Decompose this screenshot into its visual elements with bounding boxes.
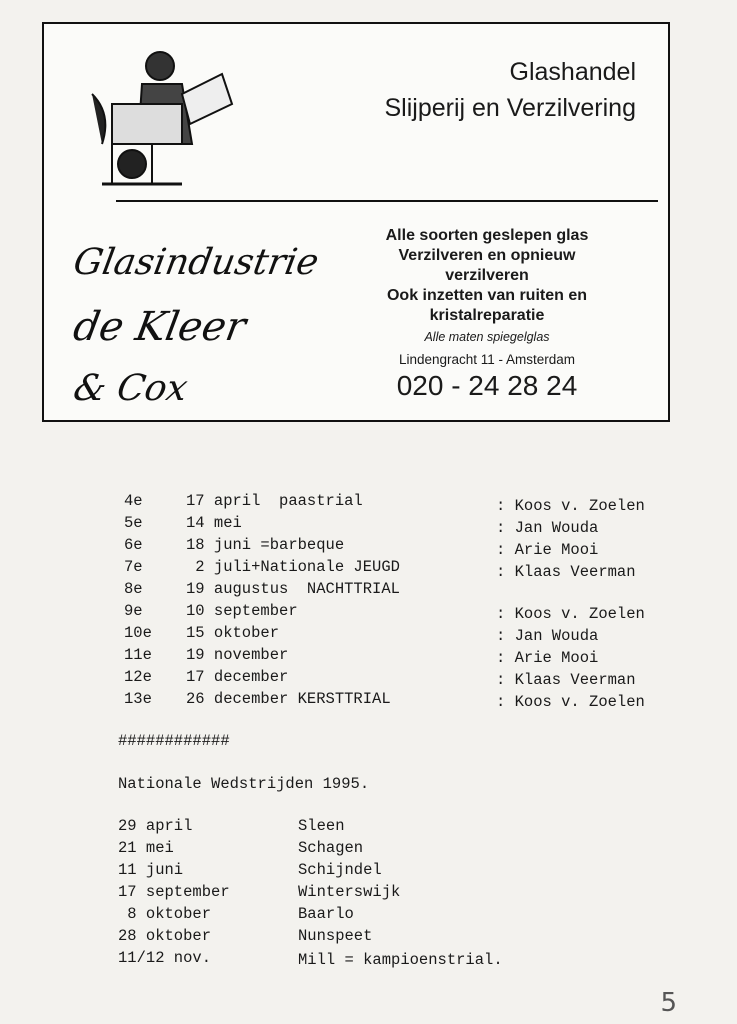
logo-line-2: de Kleer — [69, 304, 250, 350]
schedule-date: 14 mei — [186, 514, 242, 532]
address: Lindengracht 11 - Amsterdam — [398, 352, 576, 367]
service-line: verzilveren — [445, 267, 529, 284]
national-date: 17 september — [118, 883, 230, 901]
logo-line-3: & Cox — [70, 368, 191, 409]
schedule-num: 8e — [124, 580, 143, 598]
national-date: 11/12 nov. — [118, 949, 212, 967]
national-place: Baarlo — [298, 905, 354, 923]
schedule-date: 19 augustus NACHTTRIAL — [186, 580, 400, 598]
schedule-host: : Koos v. Zoelen — [496, 605, 645, 623]
schedule-date: 10 september — [186, 602, 298, 620]
national-place: Winterswijk — [298, 883, 401, 901]
schedule-num: 4e — [124, 492, 143, 510]
service-line: Alle soorten geslepen glas — [385, 227, 589, 244]
schedule-num: 11e — [124, 646, 152, 664]
schedule-num: 6e — [124, 536, 143, 554]
separator: ############ — [118, 732, 230, 750]
schedule-num: 10e — [124, 624, 152, 642]
schedule-host: : Koos v. Zoelen — [496, 497, 645, 515]
page-number: 5 — [660, 988, 677, 1018]
national-place: Schijndel — [298, 861, 382, 879]
schedule-host: : Arie Mooi — [496, 649, 599, 667]
schedule-host: : Jan Wouda — [496, 519, 599, 537]
glass-worker-illustration — [72, 34, 242, 194]
national-date: 29 april — [118, 817, 193, 835]
national-title: Nationale Wedstrijden 1995. — [118, 775, 370, 793]
schedule-num: 5e — [124, 514, 143, 532]
schedule-date: 18 juni =barbeque — [186, 536, 345, 554]
schedule-date: 17 december — [186, 668, 289, 686]
schedule-num: 9e — [124, 602, 143, 620]
schedule-host: : Klaas Veerman — [496, 671, 636, 689]
service-line: kristalreparatie — [429, 307, 545, 324]
schedule-date: 2 juli+Nationale JEUGD — [186, 558, 400, 576]
schedule-date: 15 oktober — [186, 624, 280, 642]
service-line: Verzilveren en opnieuw — [398, 247, 576, 264]
services-list — [342, 226, 632, 326]
national-place: Sleen — [298, 817, 345, 835]
schedule-host: : Jan Wouda — [496, 627, 599, 645]
schedule-num: 13e — [124, 690, 152, 708]
tagline: Alle maten spiegelglas — [424, 330, 550, 344]
national-date: 21 mei — [118, 839, 174, 857]
schedule-host: : Klaas Veerman — [496, 563, 636, 581]
logo-line-1: Glasindustrie — [70, 242, 322, 283]
national-place: Nunspeet — [298, 927, 373, 945]
schedule-num: 7e — [124, 558, 143, 576]
schedule-date: 17 april paastrial — [186, 492, 363, 510]
advertisement — [42, 22, 670, 422]
schedule-date: 19 november — [186, 646, 289, 664]
divider-line — [116, 200, 658, 202]
schedule-host: : Arie Mooi — [496, 541, 599, 559]
schedule-num: 12e — [124, 668, 152, 686]
schedule-host: : Koos v. Zoelen — [496, 693, 645, 711]
national-place: Schagen — [298, 839, 364, 857]
national-date: 11 juni — [118, 861, 184, 879]
national-date: 28 oktober — [118, 927, 212, 945]
shop-subtitle: Slijperij en Verzilvering — [384, 94, 636, 122]
shop-title: Glashandel — [509, 58, 636, 86]
national-date: 8 oktober — [118, 905, 212, 923]
national-place: Mill = kampioenstrial. — [298, 951, 503, 969]
schedule-date: 26 december KERSTTRIAL — [186, 690, 391, 708]
phone-number: 020 - 24 28 24 — [396, 370, 578, 401]
service-line: Ook inzetten van ruiten en — [386, 287, 588, 304]
